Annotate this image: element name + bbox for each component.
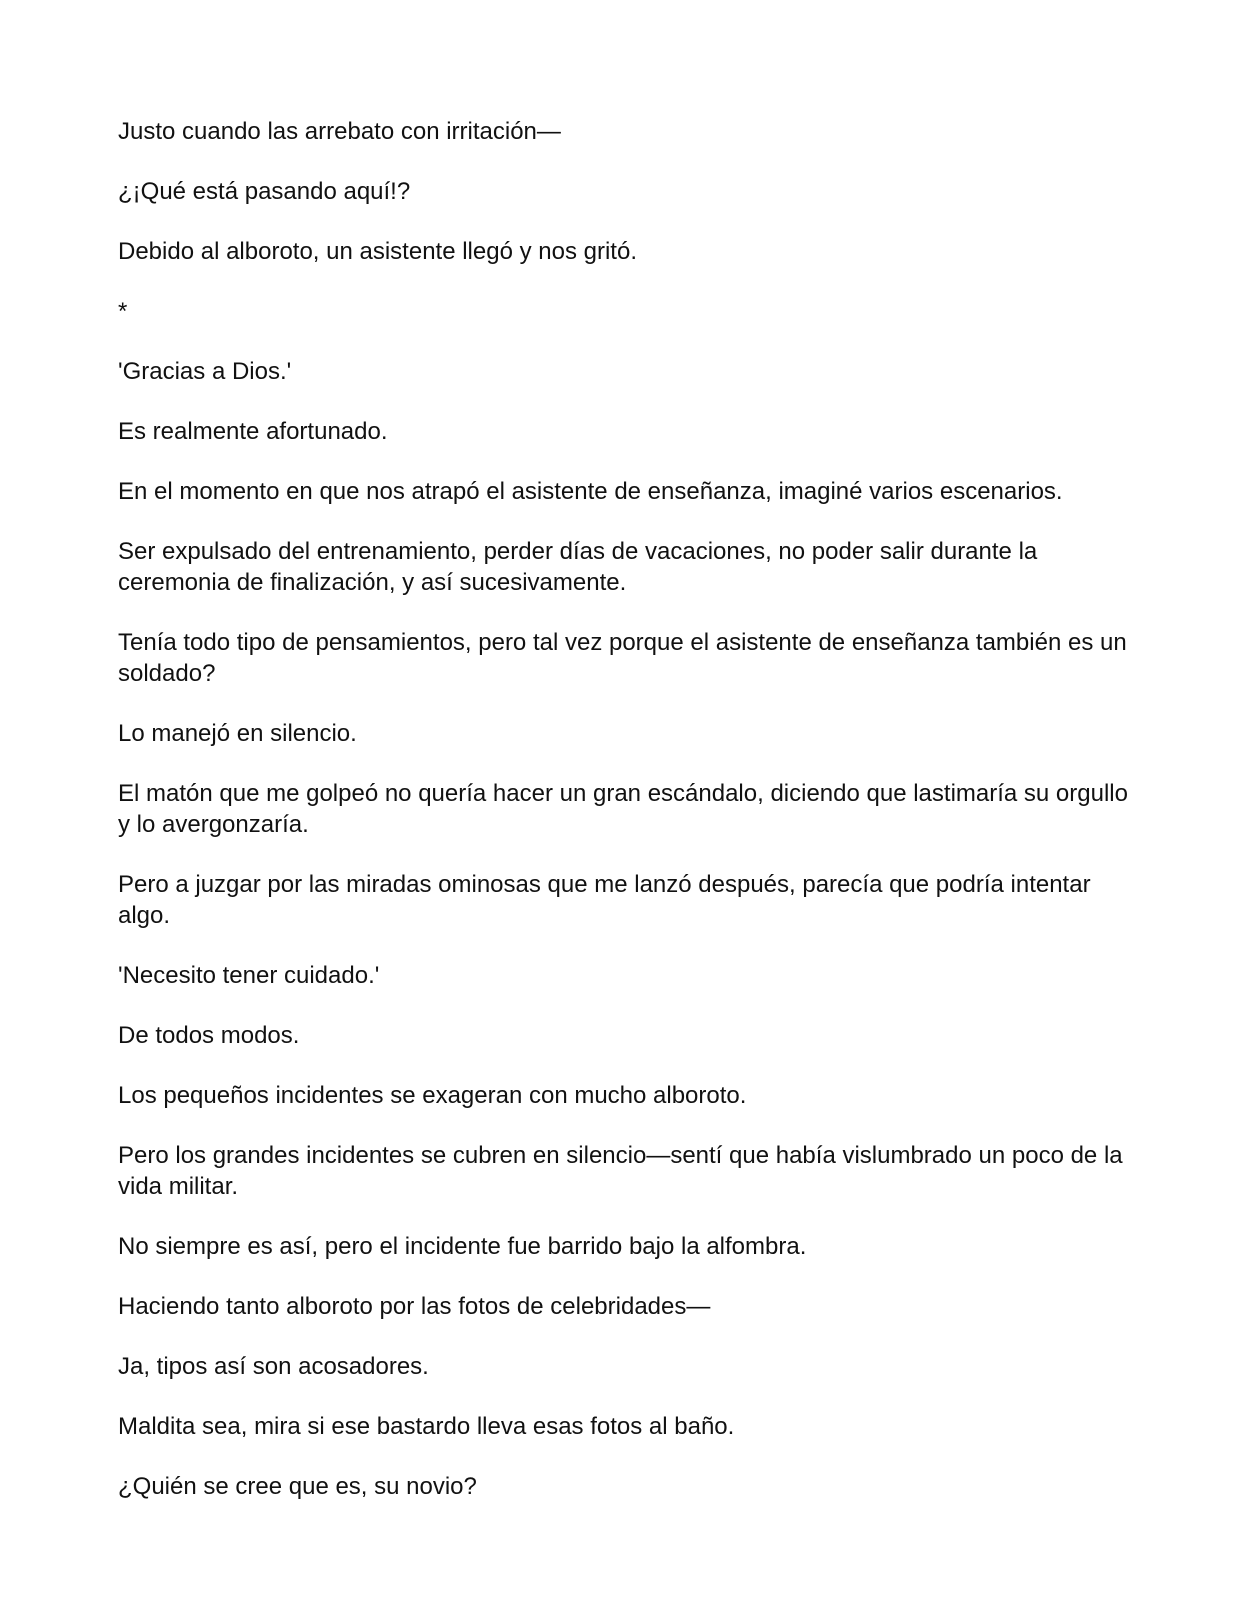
- paragraph: Maldita sea, mira si ese bastardo lleva esas fotos al baño.: [118, 1413, 735, 1440]
- paragraph: Justo cuando las arrebato con irritación—: [118, 118, 561, 145]
- paragraph: No siempre es así, pero el incidente fue barrido bajo la alfombra.: [118, 1233, 807, 1260]
- document-body: [118, 116, 1128, 1531]
- paragraph: Debido al alboroto, un asistente llegó y nos gritó.: [118, 238, 637, 265]
- paragraph: Es realmente afortunado.: [118, 418, 388, 445]
- paragraph: 'Gracias a Dios.': [118, 358, 292, 385]
- paragraph: ¿¡Qué está pasando aquí!?: [118, 178, 411, 205]
- paragraph: Ja, tipos así son acosadores.: [118, 1353, 429, 1380]
- paragraph: El matón que me golpeó no quería hacer un gran escándalo, diciendo que lastimaría su orgullo y lo avergonzaría.: [118, 780, 1128, 838]
- paragraph: 'Necesito tener cuidado.': [118, 962, 380, 989]
- paragraph: Pero los grandes incidentes se cubren en silencio—sentí que había vislumbrado un poco de la vida militar.: [118, 1142, 1123, 1200]
- paragraph: De todos modos.: [118, 1022, 300, 1049]
- paragraph: Pero a juzgar por las miradas ominosas que me lanzó después, parecía que podría intentar algo.: [118, 871, 1091, 929]
- paragraph: Los pequeños incidentes se exageran con mucho alboroto.: [118, 1082, 747, 1109]
- paragraph: Ser expulsado del entrenamiento, perder días de vacaciones, no poder salir durante la ceremonia de finalización, y así sucesivamente.: [118, 538, 1038, 596]
- paragraph: Tenía todo tipo de pensamientos, pero tal vez porque el asistente de enseñanza también es un soldado?: [118, 629, 1127, 687]
- paragraph: Lo manejó en silencio.: [118, 720, 357, 747]
- paragraph: En el momento en que nos atrapó el asistente de enseñanza, imaginé varios escenarios.: [118, 478, 1063, 505]
- paragraph: ¿Quién se cree que es, su novio?: [118, 1473, 477, 1500]
- scene-break: *: [118, 298, 128, 325]
- paragraph: Haciendo tanto alboroto por las fotos de celebridades—: [118, 1293, 711, 1320]
